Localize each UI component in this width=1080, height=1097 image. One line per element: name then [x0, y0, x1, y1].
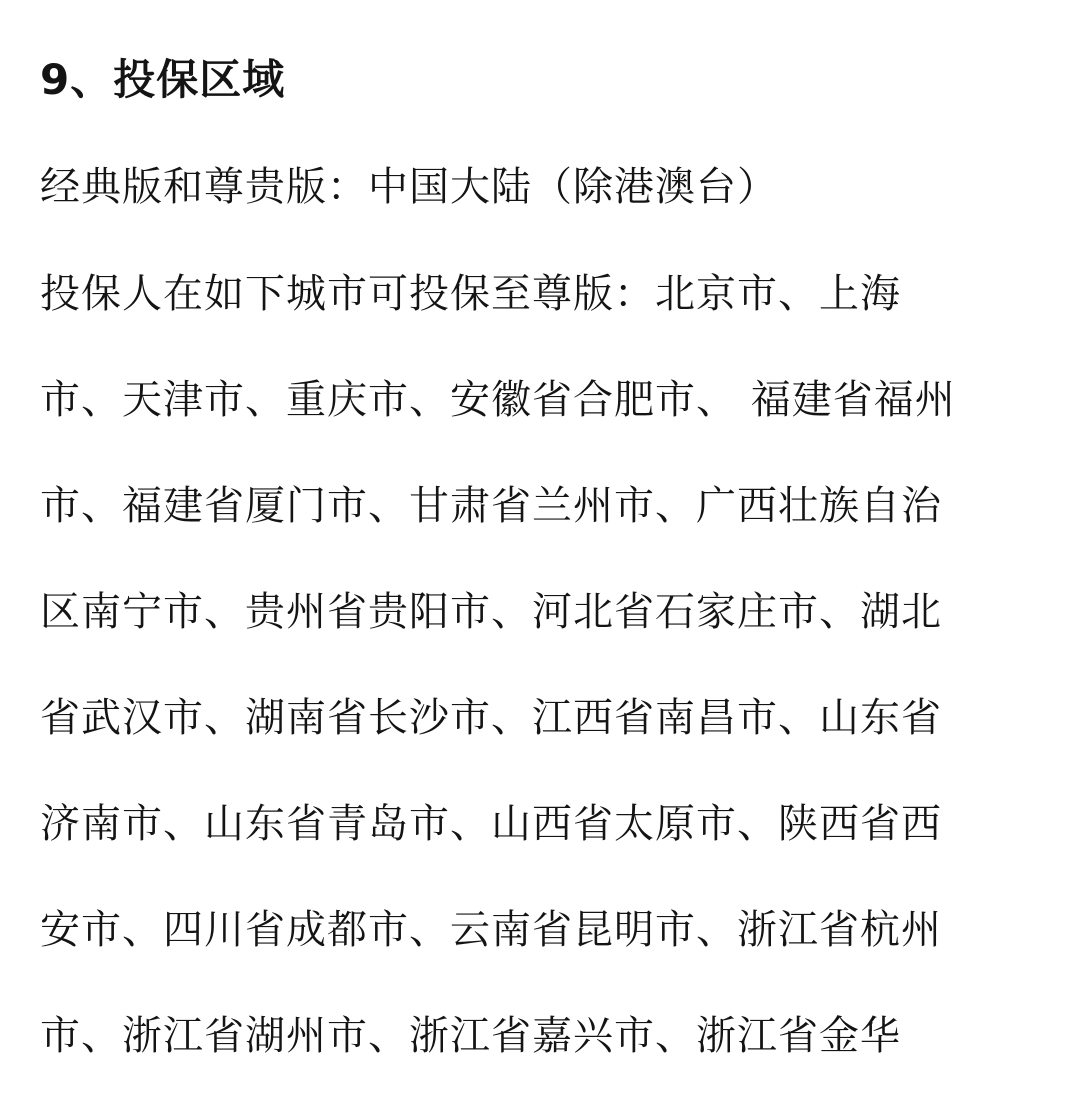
city-list-line: 市、福建省厦门市、甘肃省兰州市、广西壮族自治 [40, 483, 942, 529]
city-list-line: 市、浙江省湖州市、浙江省嘉兴市、浙江省金华 [40, 1013, 901, 1059]
city-list-line: 投保人在如下城市可投保至尊版：北京市、上海 [40, 271, 901, 317]
city-list-line: 区南宁市、贵州省贵阳市、河北省石家庄市、湖北 [40, 589, 942, 635]
section-heading: 9、投保区域 [40, 55, 286, 104]
city-list-line: 市、天津市、重庆市、安徽省合肥市、 福建省福州 [40, 377, 956, 423]
city-list-line: 安市、四川省成都市、云南省昆明市、浙江省杭州 [40, 907, 942, 953]
city-list-line: 济南市、山东省青岛市、山西省太原市、陕西省西 [40, 801, 942, 847]
city-list-line: 省武汉市、湖南省长沙市、江西省南昌市、山东省 [40, 695, 942, 741]
coverage-area-classic-premium: 经典版和尊贵版：中国大陆（除港澳台） [40, 164, 778, 210]
